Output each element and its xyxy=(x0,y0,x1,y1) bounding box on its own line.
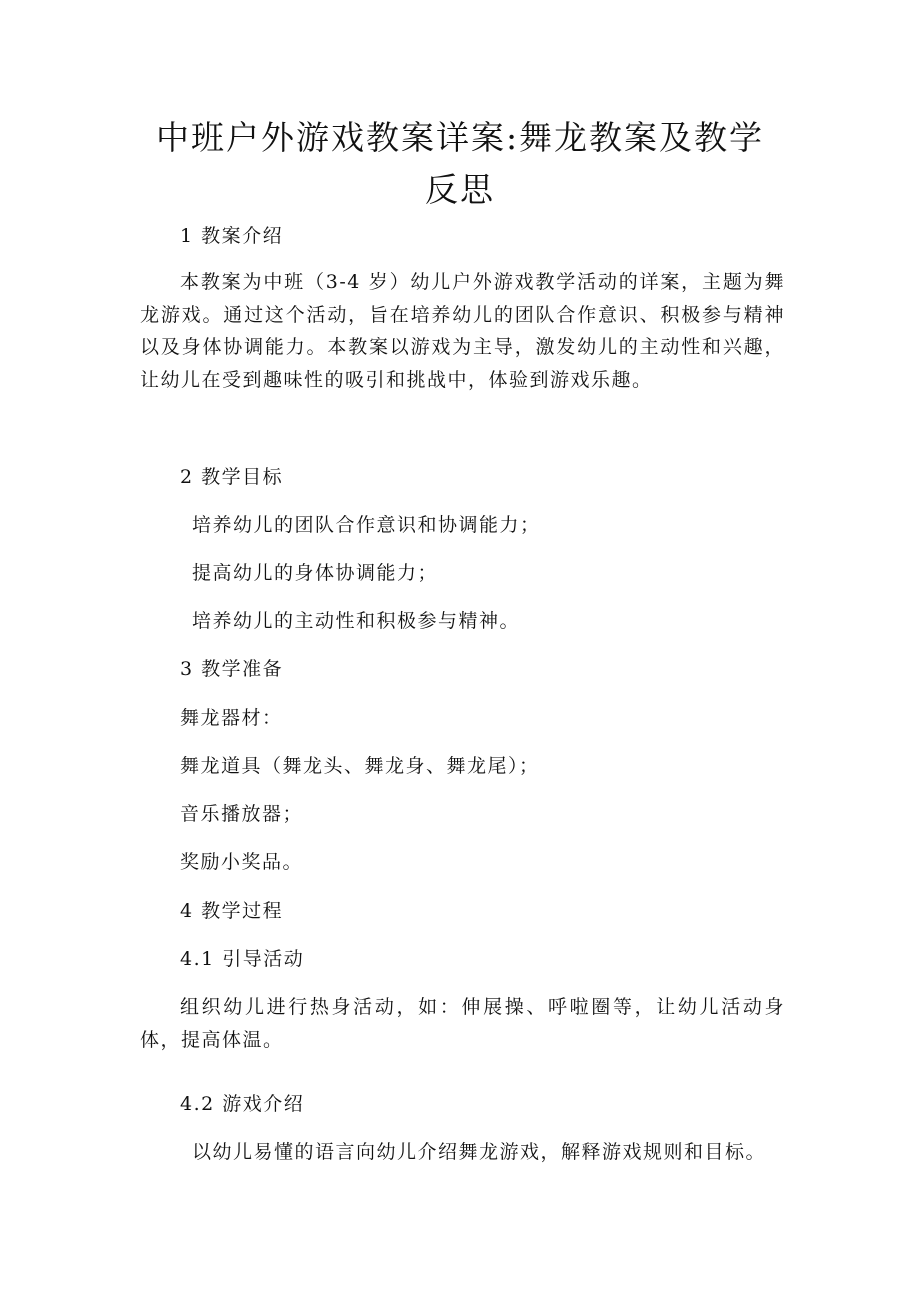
subsection-heading-4-1: 4.1 引导活动 xyxy=(180,948,305,970)
section-heading-2: 2 教学目标 xyxy=(180,466,284,488)
section-heading-4: 4 教学过程 xyxy=(180,900,284,922)
goal-item-3: 培养幼儿的主动性和积极参与精神。 xyxy=(192,610,521,632)
section-heading-1: 1 教案介绍 xyxy=(180,225,284,247)
subsection-4-1-paragraph: 组织幼儿进行热身活动，如：伸展操、呼啦圈等，让幼儿活动身体，提高体温。 xyxy=(140,996,785,1051)
goal-item-2: 提高幼儿的身体协调能力； xyxy=(192,562,439,584)
subsection-4-2-paragraph: 以幼儿易懂的语言向幼儿介绍舞龙游戏，解释游戏规则和目标。 xyxy=(192,1141,767,1163)
prep-item-1: 舞龙器材： xyxy=(180,707,283,729)
section-1-paragraph: 本教案为中班（3-4 岁）幼儿户外游戏教学活动的详案，主题为舞龙游戏。通过这个活动，旨在培养幼儿的团队合作意识、积极参与精神以及身体协调能力。本教案以游戏为主导，激发幼儿的主动性和兴趣，让幼儿在受到趣味性的吸引和挑战中，体验到游戏乐趣。 xyxy=(140,271,785,391)
prep-item-3: 音乐播放器； xyxy=(180,803,304,825)
section-heading-3: 3 教学准备 xyxy=(180,658,284,680)
subsection-heading-4-2: 4.2 游戏介绍 xyxy=(180,1093,305,1115)
prep-item-2: 舞龙道具（舞龙头、舞龙身、舞龙尾）； xyxy=(180,755,540,777)
goal-item-1: 培养幼儿的团队合作意识和协调能力； xyxy=(192,514,541,536)
document-title: 中班户外游戏教案详案:舞龙教案及教学反思 xyxy=(155,118,765,209)
prep-item-4: 奖励小奖品。 xyxy=(180,851,304,873)
